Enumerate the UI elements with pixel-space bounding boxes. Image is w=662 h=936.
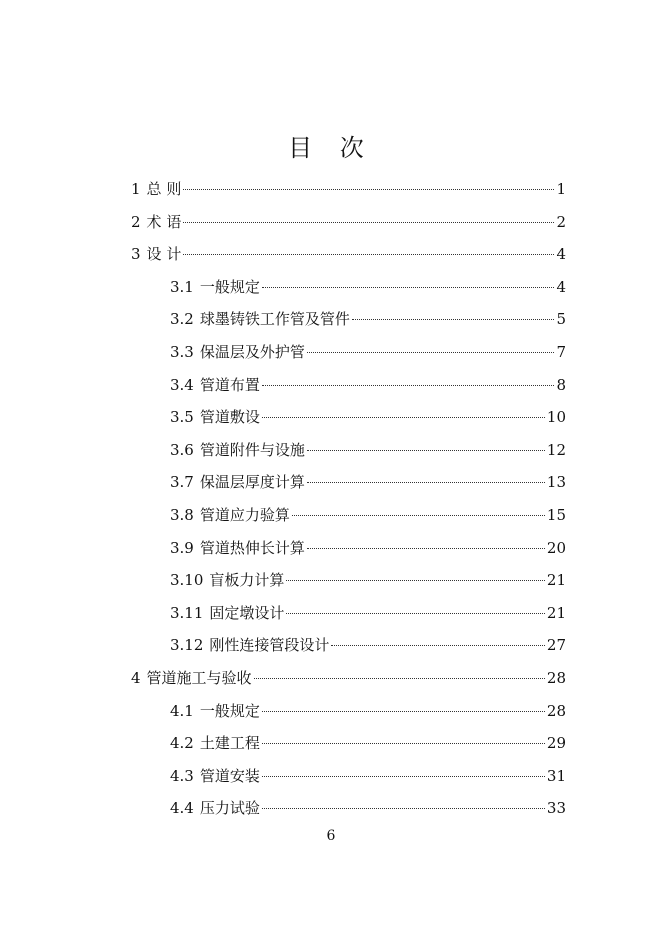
toc-entry-label: 保温层及外护管 [199,343,305,361]
toc-entry-label: 术 语 [146,213,182,231]
toc-entry[interactable] [170,439,566,461]
page-number: 6 [326,828,336,844]
toc-leader-dots [262,808,545,809]
toc-entry[interactable] [170,602,566,624]
toc-entry-page: 10 [546,408,566,426]
toc-entry-label: 球墨铸铁工作管及管件 [199,310,350,328]
toc-entry-page: 29 [546,734,566,752]
toc-entry-number: 3.6 [170,441,194,459]
toc-leader-dots [286,613,544,614]
toc-entry[interactable] [170,634,566,656]
toc-leader-dots [262,711,545,712]
toc-entry-page: 2 [556,213,566,231]
toc-leader-dots [183,189,554,190]
toc-entry-number: 2 [131,213,141,231]
toc-entry-number: 4.2 [170,734,194,752]
toc-leader-dots [254,678,545,679]
toc-entry[interactable] [170,406,566,428]
toc-entry-label: 管道敷设 [199,408,260,426]
toc-entry-page: 31 [546,767,566,785]
toc-entry[interactable] [170,700,566,722]
toc-entry-page: 21 [546,571,566,589]
toc-entry-page: 15 [546,506,566,524]
toc-entry-page: 4 [556,278,566,296]
toc-leader-dots [331,645,544,646]
toc-entry[interactable] [131,211,566,233]
toc-entry[interactable] [170,765,566,787]
toc-entry-label: 设 计 [146,245,182,263]
toc-entry-label: 管道施工与验收 [146,669,252,687]
toc-entry-label: 刚性连接管段设计 [209,636,330,654]
toc-leader-dots [262,776,545,777]
toc-entry[interactable] [131,178,566,200]
toc-entry-page: 33 [546,799,566,817]
toc-leader-dots [307,352,555,353]
toc-leader-dots [292,515,545,516]
toc-entry[interactable] [170,504,566,526]
toc-entry-page: 1 [556,180,566,198]
toc-entry[interactable] [170,471,566,493]
toc-entry-number: 3.10 [170,571,204,589]
toc-entry-page: 20 [546,539,566,557]
toc-entry-label: 一般规定 [199,702,260,720]
toc-entry-number: 3.9 [170,539,194,557]
toc-entry-page: 27 [546,636,566,654]
toc-entry-page: 28 [546,702,566,720]
toc-entry[interactable] [131,667,566,689]
toc-entry-number: 3.8 [170,506,194,524]
toc-entry-label: 固定墩设计 [209,604,285,622]
toc-leader-dots [307,482,545,483]
toc-leader-dots [262,417,545,418]
toc-entry[interactable] [170,569,566,591]
toc-entry[interactable] [170,732,566,754]
toc-entry[interactable] [170,341,566,363]
toc-entry-number: 3.2 [170,310,194,328]
toc-entry-label: 管道应力验算 [199,506,290,524]
toc-leader-dots [352,319,555,320]
toc-entry-number: 3.4 [170,376,194,394]
toc-entry[interactable] [170,276,566,298]
toc-entry-number: 3.5 [170,408,194,426]
toc-entry-number: 3.1 [170,278,194,296]
toc-entry-label: 一般规定 [199,278,260,296]
toc-leader-dots [183,254,554,255]
toc-leader-dots [262,385,555,386]
toc-entry-label: 管道附件与设施 [199,441,305,459]
toc-entry-number: 1 [131,180,141,198]
toc-entry-page: 13 [546,473,566,491]
toc-entry[interactable] [131,243,566,265]
toc-entry-label: 总 则 [146,180,182,198]
toc-entry-label: 管道热伸长计算 [199,539,305,557]
toc-entry-label: 管道安装 [199,767,260,785]
page-title: 目 次 [288,134,374,162]
toc-entry[interactable] [170,797,566,819]
toc-entry-number: 3.3 [170,343,194,361]
toc-entry-number: 4 [131,669,141,687]
toc-entry-label: 保温层厚度计算 [199,473,305,491]
toc-entry-label: 管道布置 [199,376,260,394]
toc-entry-page: 21 [546,604,566,622]
toc-entry-page: 28 [546,669,566,687]
toc-leader-dots [307,450,545,451]
toc-entry-page: 4 [556,245,566,263]
toc-entry-number: 4.1 [170,702,194,720]
toc-entry-label: 盲板力计算 [209,571,285,589]
toc-entry-number: 3.7 [170,473,194,491]
toc-entry-page: 5 [556,310,566,328]
toc-entry[interactable] [170,308,566,330]
toc-leader-dots [307,548,545,549]
toc-entry[interactable] [170,537,566,559]
toc-leader-dots [262,287,555,288]
toc-entry-number: 4.4 [170,799,194,817]
toc-entry-page: 12 [546,441,566,459]
toc-entry-label: 土建工程 [199,734,260,752]
toc-entry-number: 4.3 [170,767,194,785]
toc-entry-number: 3.11 [170,604,204,622]
toc-entry-page: 7 [556,343,566,361]
toc-leader-dots [262,743,545,744]
toc-entry[interactable] [170,374,566,396]
toc-leader-dots [286,580,544,581]
toc-entry-label: 压力试验 [199,799,260,817]
toc-leader-dots [183,222,554,223]
toc-entry-number: 3.12 [170,636,204,654]
toc-entry-page: 8 [556,376,566,394]
toc-entry-number: 3 [131,245,141,263]
